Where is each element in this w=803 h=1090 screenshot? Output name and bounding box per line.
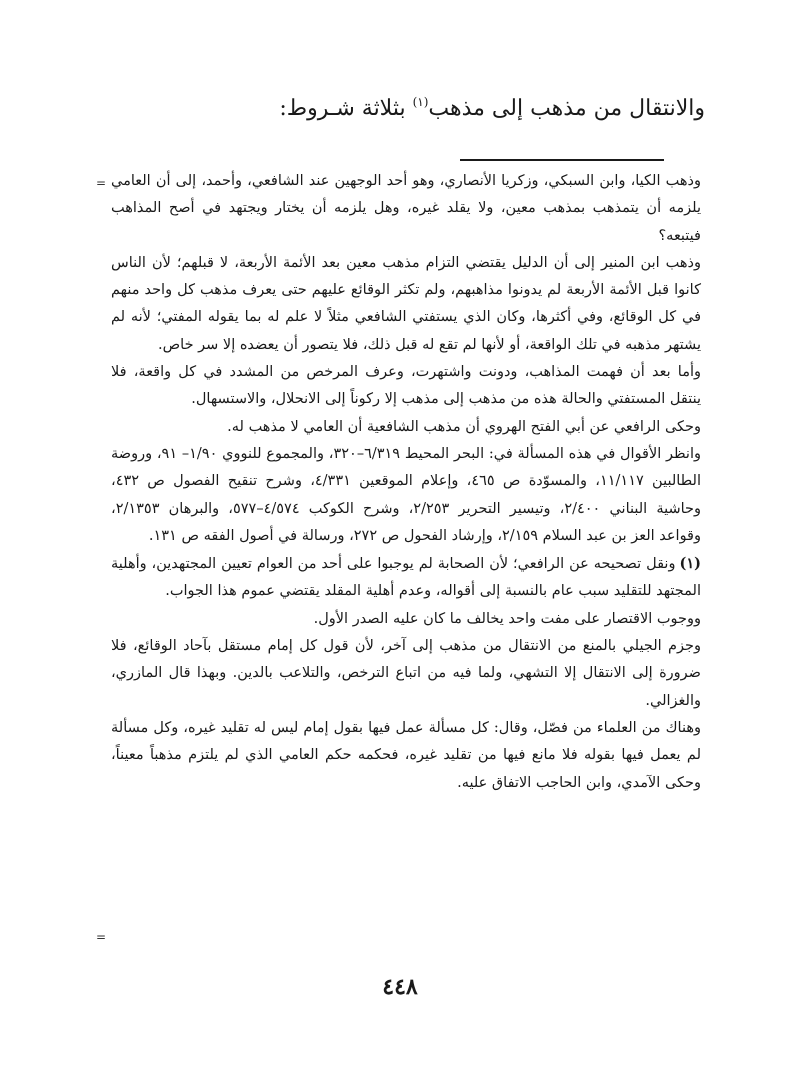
footnote-continuation-mark: =: [96, 176, 107, 190]
footnote-1-text: ونقل تصحيحه عن الرافعي؛ لأن الصحابة لم يوجبوا على أحد من العوام تعيين المجتهدين، وأهلية المجتهد للتقليد سبب عام بالنسبة إلى أقواله، وعدم أهلية المقلد يقتضي عموم هذا الجواب.: [111, 556, 701, 600]
main-text-after-ref: بثلاثة شـروط:: [279, 96, 406, 121]
footnote-paragraph: وذهب ابن المنير إلى أن الدليل يقتضي التزام مذهب معين بعد الأئمة الأربعة، لا قبلهم؛ لأن الناس كانوا قبل الأئمة الأربعة لم يدونوا مذاهبهم، ولم تكثر الوقائع عليهم حتى يعرف مذهب كل واحد منهم في كل الوقائع، وفي أكثرها، وكان الذي يستفتي الشافعي مثلاً لا علم له بما يقوله المفتي؛ لأنه لم يشتهر مذهبه في تلك الواقعة، أو لأنها لم تقع له قبل ذلك، فلا يتصور أن يعضده إلا سر خاص.: [111, 254, 701, 353]
footnote-end-mark: =: [96, 930, 107, 944]
footnote-paragraph: وجزم الجيلي بالمنع من الانتقال من مذهب إلى آخر، لأن قول كل إمام مستقل بآحاد الوقائع، فلا ضرورة إلى الانتقال إلا التشهي، ولما فيه من اتباع الترخص، والتلاعب بالدين. وبهذا قال المازري، والغزالي.: [111, 638, 701, 709]
footnote-paragraph: وانظر الأقوال في هذه المسألة في: البحر المحيط ٦/٣١٩–٣٢٠، والمجموع للنووي ١/٩٠– ٩١، وروضة الطالبين ١١/١١٧، والمسوّدة ص ٤٦٥، وإعلام الموقعين ٤/٣٣١، وشرح تنقيح الفصول ص ٤٣٢، وحاشية البناني ٢/٤٠٠، وتيسير التحرير ٢/٢٥٣، وشرح الكوكب ٤/٥٧٤–٥٧٧، والبرهان ٢/١٣٥٣، وقواعد العز بن عبد السلام ٢/١٥٩، وإرشاد الفحول ص ٢٧٢، ورسالة في أصول الفقه ص ١٣١.: [111, 445, 702, 544]
page-number: ٤٤٨: [382, 974, 418, 1000]
footnotes-block: [111, 168, 701, 797]
footnote-paragraph: ووجوب الاقتصار على مفت واحد يخالف ما كان عليه الصدر الأول.: [313, 610, 701, 627]
footnote-paragraph: وحكى الرافعي عن أبي الفتح الهروي أن مذهب الشافعية أن العامي لا مذهب له.: [227, 418, 701, 435]
footnote-ref: (١): [412, 95, 429, 109]
main-text-before-ref: والانتقال من مذهب إلى مذهب: [428, 96, 705, 121]
footnote-paragraph: وأما بعد أن فهمت المذاهب، ودونت واشتهرت، وعرف المرخص من المشدد في كل واقعة، فلا ينتقل المستفتي والحالة هذه من مذهب إلى مذهب إلا ركوناً إلى الانحلال، والاستسهال.: [111, 364, 701, 408]
main-text-line: [145, 82, 705, 129]
footnote-separator: [460, 159, 664, 161]
footnote-paragraph: وهناك من العلماء من فصّل، وقال: كل مسألة عمل فيها بقول إمام ليس له تقليد غيره، وكل مسألة لم يعمل فيها بقوله فلا مانع فيها من تقليد غيره، فحكمه حكم العامي الذي لم يلتزم مذهباً معيناً، وحكى الآمدي، وابن الحاجب الاتفاق عليه.: [111, 719, 701, 791]
footnote-paragraph: وذهب الكيا، وابن السبكي، وزكريا الأنصاري، وهو أحد الوجهين عند الشافعي، وأحمد، إلى أن العامي يلزمه أن يتمذهب بمذهب معين، ولا يقلد غيره، وهل يلزمه أن يختار ويجتهد في أصح المذاهب فيتبعه؟: [111, 173, 701, 244]
footnote-number: (١): [679, 555, 701, 573]
footnote-1: [111, 550, 701, 606]
